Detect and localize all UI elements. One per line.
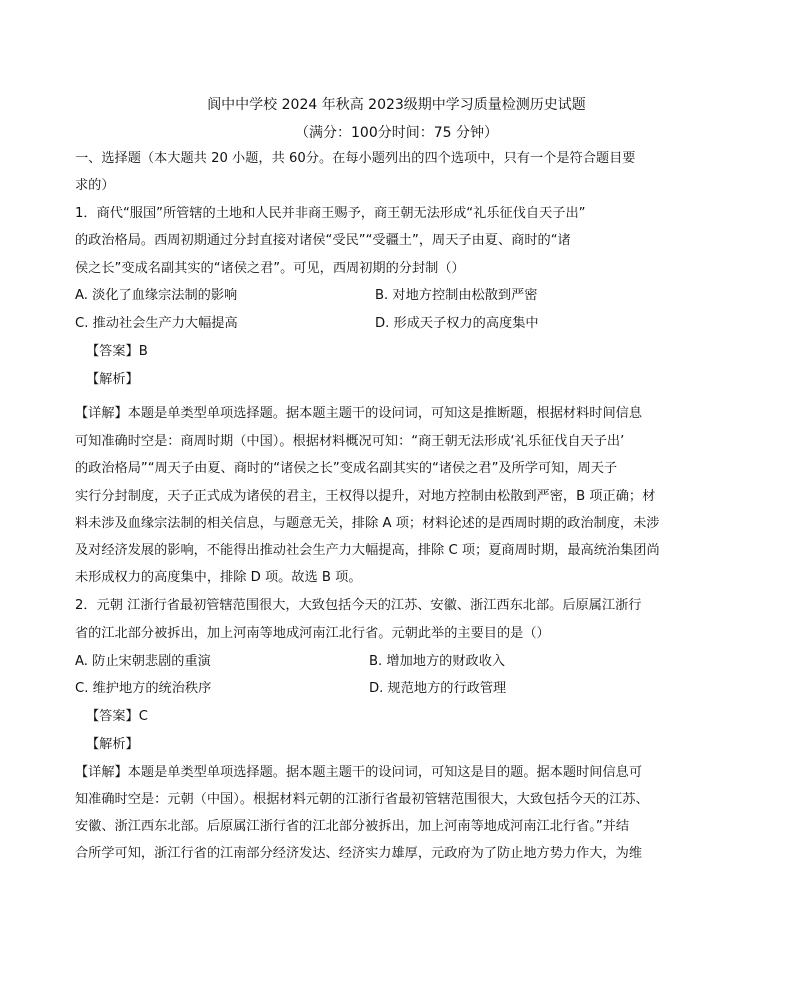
q2-detail-line-3: 安徽、浙江西东北部。后原属江浙行省的江北部分被拆出，加上河南等地成河南江北行省。”并结: [75, 819, 630, 834]
q1-detail-line-5: 料未涉及血缘宗法制的相关信息，与题意无关，排除 A 项；材料论述的是西周时期的政治制度，未涉: [75, 516, 660, 531]
q2-option-d: D. 规范地方的行政管理: [369, 681, 507, 696]
q2-detail-line-2: 知准确时空是：元朝（中国）。根据材料元朝的江浙行省最初管辖范围很大，大致包括今天的江苏、: [75, 792, 649, 807]
section-heading-cont: 求的）: [75, 178, 115, 193]
q2-stem-line-1: 2．元朝 江浙行省最初管辖范围很大，大致包括今天的江苏、安徽、浙江西东北部。后原属江浙行: [75, 598, 642, 613]
q2-detail-line-1: 【详解】本题是单类型单项选择题。据本题主题干的设问词，可知这是目的题。据本题时间信息可: [75, 765, 643, 780]
q1-detail-line-1: 【详解】本题是单类型单项选择题。据本题主题干的设问词，可知这是推断题，根据材料时间信息: [75, 406, 643, 421]
exam-subtitle: （满分：100分时间：75 分钟）: [295, 125, 498, 141]
q1-stem-line-1: 1．商代“服国”所管辖的土地和人民并非商王赐予，商王朝无法形成“礼乐征伐自天子出”: [75, 206, 586, 221]
q2-analysis-label: 【解析】: [86, 737, 139, 752]
q1-detail-line-7: 未形成权力的高度集中，排除 D 项。故选 B 项。: [75, 570, 362, 585]
q1-stem-line-3: 侯之长”变成名副其实的“诸侯之君”。可见，西周初期的分封制（）: [75, 261, 465, 276]
q2-option-a: A. 防止宋朝悲剧的重演: [75, 654, 211, 669]
section-heading: 一、选择题（本大题共 20 小题，共 60分。在每小题列出的四个选项中，只有一个是符合题目要: [75, 151, 636, 166]
q2-stem-line-2: 省的江北部分被拆出，加上河南等地成河南江北行省。元朝此举的主要目的是（）: [75, 626, 550, 641]
q1-detail-line-3: 的政治格局”“周天子由夏、商时的“诸侯之长”变成名副其实的“诸侯之君”及所学可知，周天子: [75, 461, 618, 476]
q1-option-a: A. 淡化了血缘宗法制的影响: [75, 288, 238, 303]
q1-answer: 【答案】B: [86, 344, 148, 359]
q2-option-c: C. 维护地方的统治秩序: [75, 681, 212, 696]
q2-detail-line-4: 合所学可知，浙江行省的江南部分经济发达、经济实力雄厚，元政府为了防止地方势力作大，为维: [75, 846, 643, 861]
q2-answer: 【答案】C: [86, 709, 148, 724]
q1-analysis-label: 【解析】: [86, 372, 139, 387]
q1-detail-line-4: 实行分封制度，天子正式成为诸侯的君主，王权得以提升，对地方控制由松散到严密，B 项正确；材: [75, 489, 656, 504]
q1-option-d: D. 形成天子权力的高度集中: [375, 316, 539, 331]
exam-title: 阆中中学校 2024 年秋高 2023级期中学习质量检测历史试题: [207, 97, 586, 113]
q1-option-c: C. 推动社会生产力大幅提高: [75, 316, 238, 331]
q1-detail-line-6: 及对经济发展的影响，不能得出推动社会生产力大幅提高，排除 C 项；夏商周时期，最高统治集团尚: [75, 543, 660, 558]
q1-option-b: B. 对地方控制由松散到严密: [375, 288, 538, 303]
q1-detail-line-2: 可知准确时空是：商周时期（中国）。根据材料概况可知：“商王朝无法形成‘礼乐征伐自天子出’: [75, 434, 625, 449]
q2-option-b: B. 增加地方的财政收入: [369, 654, 506, 669]
q1-stem-line-2: 的政治格局。西周初期通过分封直接对诸侯“受民”“受疆土”，周天子由夏、商时的“诸: [75, 233, 571, 248]
